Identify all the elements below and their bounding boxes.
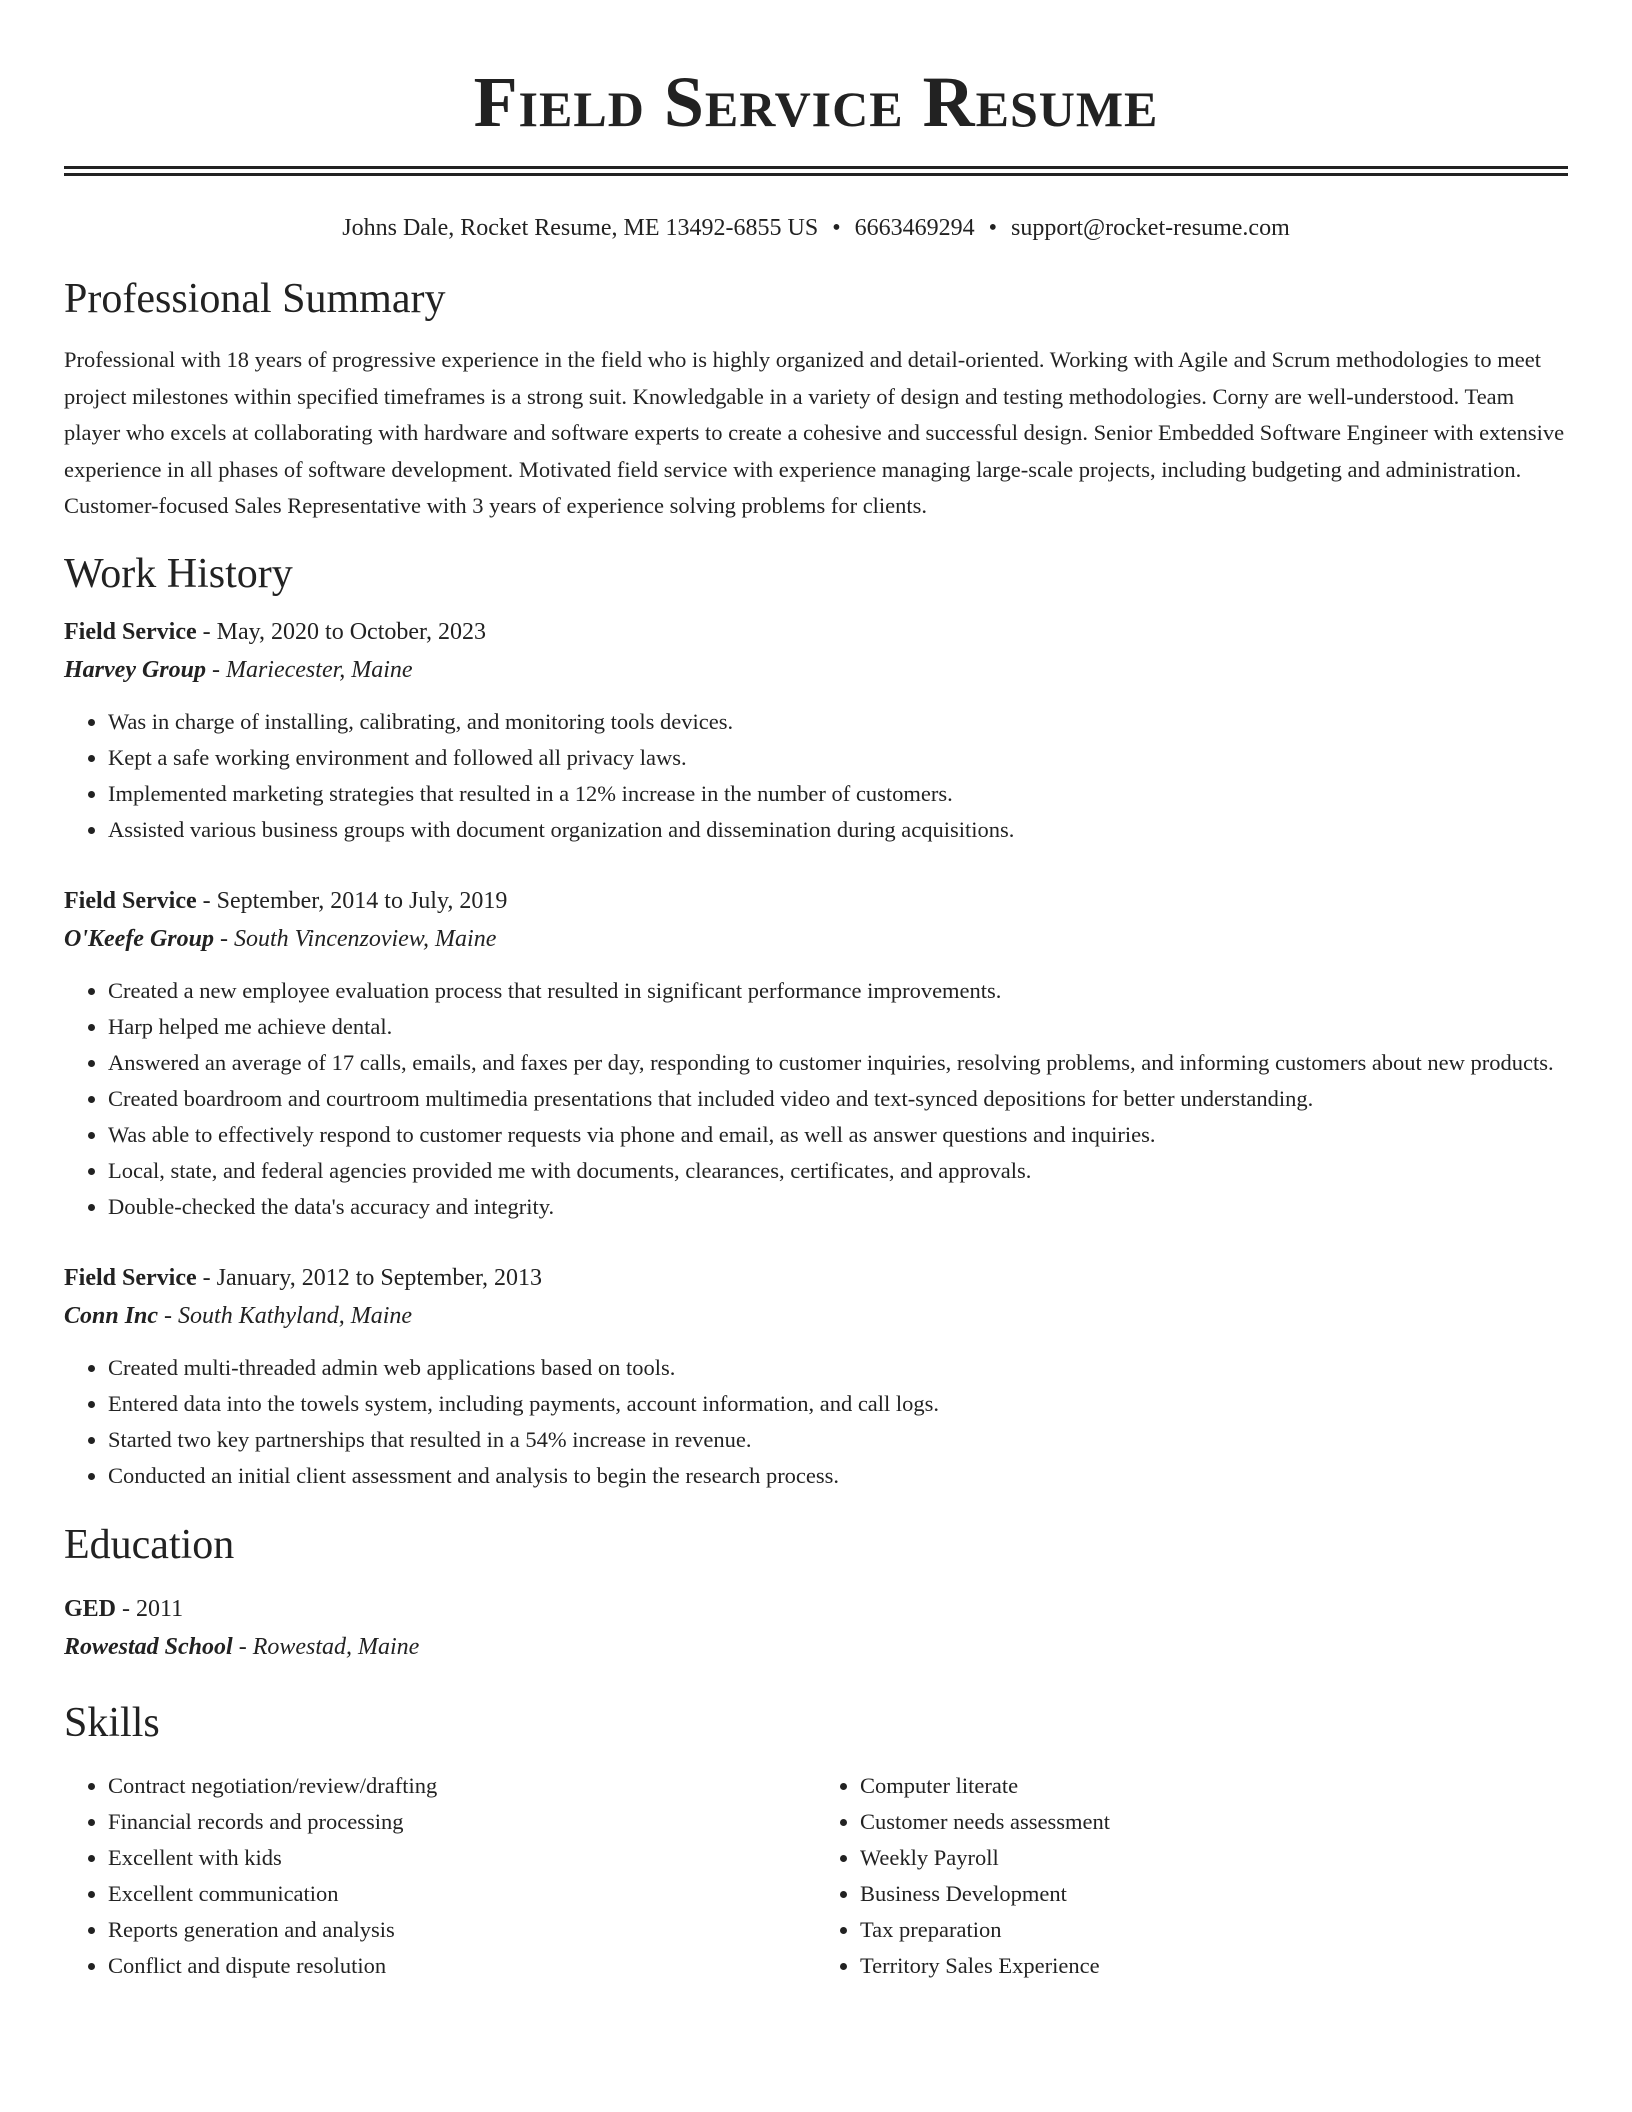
contact-line [64,212,1568,244]
job-location: - Mariecester, Maine [205,656,413,683]
skills-heading: Skills [64,1699,160,1746]
education-school: Rowestad School [64,1633,233,1660]
job-bullet: • Assisted various business groups with document organization and dissemination during acquisitions. [108,812,1568,848]
education-entry [64,1590,1568,1666]
job-entry [64,1259,1568,1494]
job-bullet: • Conducted an initial client assessment and analysis to begin the research process. [108,1458,1568,1494]
job-company-line [64,651,1568,689]
skill-item: • Excellent with kids [108,1840,816,1876]
job-bullet: • Created a new employee evaluation process that resulted in significant performance improvements. [108,973,1568,1009]
skills-columns [64,1768,1568,1984]
skill-item: • Business Development [860,1876,1568,1912]
job-role: Field Service [64,618,197,645]
job-dates: - May, 2020 to October, 2023 [196,618,487,645]
skills-left-column [64,1768,816,1984]
job-title-line [64,882,1568,920]
job-company: Conn Inc [64,1302,159,1329]
skill-item: • Contract negotiation/review/drafting [108,1768,816,1804]
job-company-line [64,920,1568,958]
skill-item: • Territory Sales Experience [860,1948,1568,1984]
job-company: O'Keefe Group [64,925,214,952]
job-bullet: • Created multi-threaded admin web applications based on tools. [108,1350,1568,1386]
education-heading: Education [64,1521,235,1568]
job-bullet: • Implemented marketing strategies that resulted in a 12% increase in the number of customers. [108,776,1568,812]
skill-item: • Computer literate [860,1768,1568,1804]
contact-address: Johns Dale, Rocket Resume, ME 13492-6855 US [342,215,819,241]
job-dates: - September, 2014 to July, 2019 [196,887,508,914]
job-entry [64,613,1568,848]
job-bullets [64,704,1568,848]
summary-text: Professional with 18 years of progressive experience in the field who is highly organized and detail-oriented. Working with Agile and Scrum methodologies to meet project milestones within specified timeframes is a strong suit. Knowledgable in a variety of design and testing methodologies. Corny are well-understood. Team player who excels at collaborating with hardware and software experts to create a cohesive and successful design. Senior Embedded Software Engineer with extensive experience in all phases of software development. Motivated field service with experience managing large-scale projects, including budgeting and administration. Customer-focused Sales Representative with 3 years of experience solving problems for clients. [64,347,1565,518]
skill-item: • Conflict and dispute resolution [108,1948,816,1984]
skill-item: • Financial records and processing [108,1804,816,1840]
job-location: - South Kathyland, Maine [158,1302,413,1329]
job-bullet: • Created boardroom and courtroom multimedia presentations that included video and text-synced depositions for better understanding. [108,1081,1568,1117]
title-double-rule [64,166,1568,176]
education-degree: GED [64,1595,117,1622]
skill-item: • Reports generation and analysis [108,1912,816,1948]
job-title-line [64,613,1568,651]
education-degree-line [64,1590,1568,1628]
contact-separator: • [988,215,998,241]
education-school-line [64,1628,1568,1666]
job-title-line [64,1259,1568,1297]
skill-item: • Tax preparation [860,1912,1568,1948]
education-location: - Rowestad, Maine [232,1633,420,1660]
resume-title: Field Service Resume [473,62,1159,142]
job-bullet: • Local, state, and federal agencies provided me with documents, clearances, certificates, and approvals. [108,1153,1568,1189]
job-location: - South Vincenzoview, Maine [213,925,497,952]
job-bullet: • Double-checked the data's accuracy and integrity. [108,1189,1568,1225]
contact-separator: • [832,215,841,241]
job-bullet: • Started two key partnerships that resulted in a 54% increase in revenue. [108,1422,1568,1458]
job-dates: - January, 2012 to September, 2013 [196,1264,543,1291]
job-bullet: • Answered an average of 17 calls, emails, and faxes per day, responding to customer inquiries, resolving problems, and informing customers about new products. [108,1045,1568,1081]
job-bullets [64,1350,1568,1494]
job-bullet: • Was able to effectively respond to customer requests via phone and email, as well as answer questions and inquiries. [108,1117,1568,1153]
job-bullet: • Kept a safe working environment and followed all privacy laws. [108,740,1568,776]
education-year: - 2011 [116,1595,184,1622]
job-bullet: • Entered data into the towels system, including payments, account information, and call logs. [108,1386,1568,1422]
skill-item: • Weekly Payroll [860,1840,1568,1876]
work-history-heading: Work History [64,550,293,597]
skill-item: • Customer needs assessment [860,1804,1568,1840]
job-role: Field Service [64,887,197,914]
summary-heading: Professional Summary [64,276,446,322]
job-company: Harvey Group [64,656,206,683]
contact-email: support@rocket-resume.com [1011,215,1290,241]
job-bullet: • Harp helped me achieve dental. [108,1009,1568,1045]
job-role: Field Service [64,1264,197,1291]
job-bullet: • Was in charge of installing, calibrating, and monitoring tools devices. [108,704,1568,740]
job-bullets [64,973,1568,1225]
skills-right-column [816,1768,1568,1984]
contact-phone: 6663469294 [854,215,975,241]
job-company-line [64,1297,1568,1335]
job-entry [64,882,1568,1225]
skill-item: • Excellent communication [108,1876,816,1912]
